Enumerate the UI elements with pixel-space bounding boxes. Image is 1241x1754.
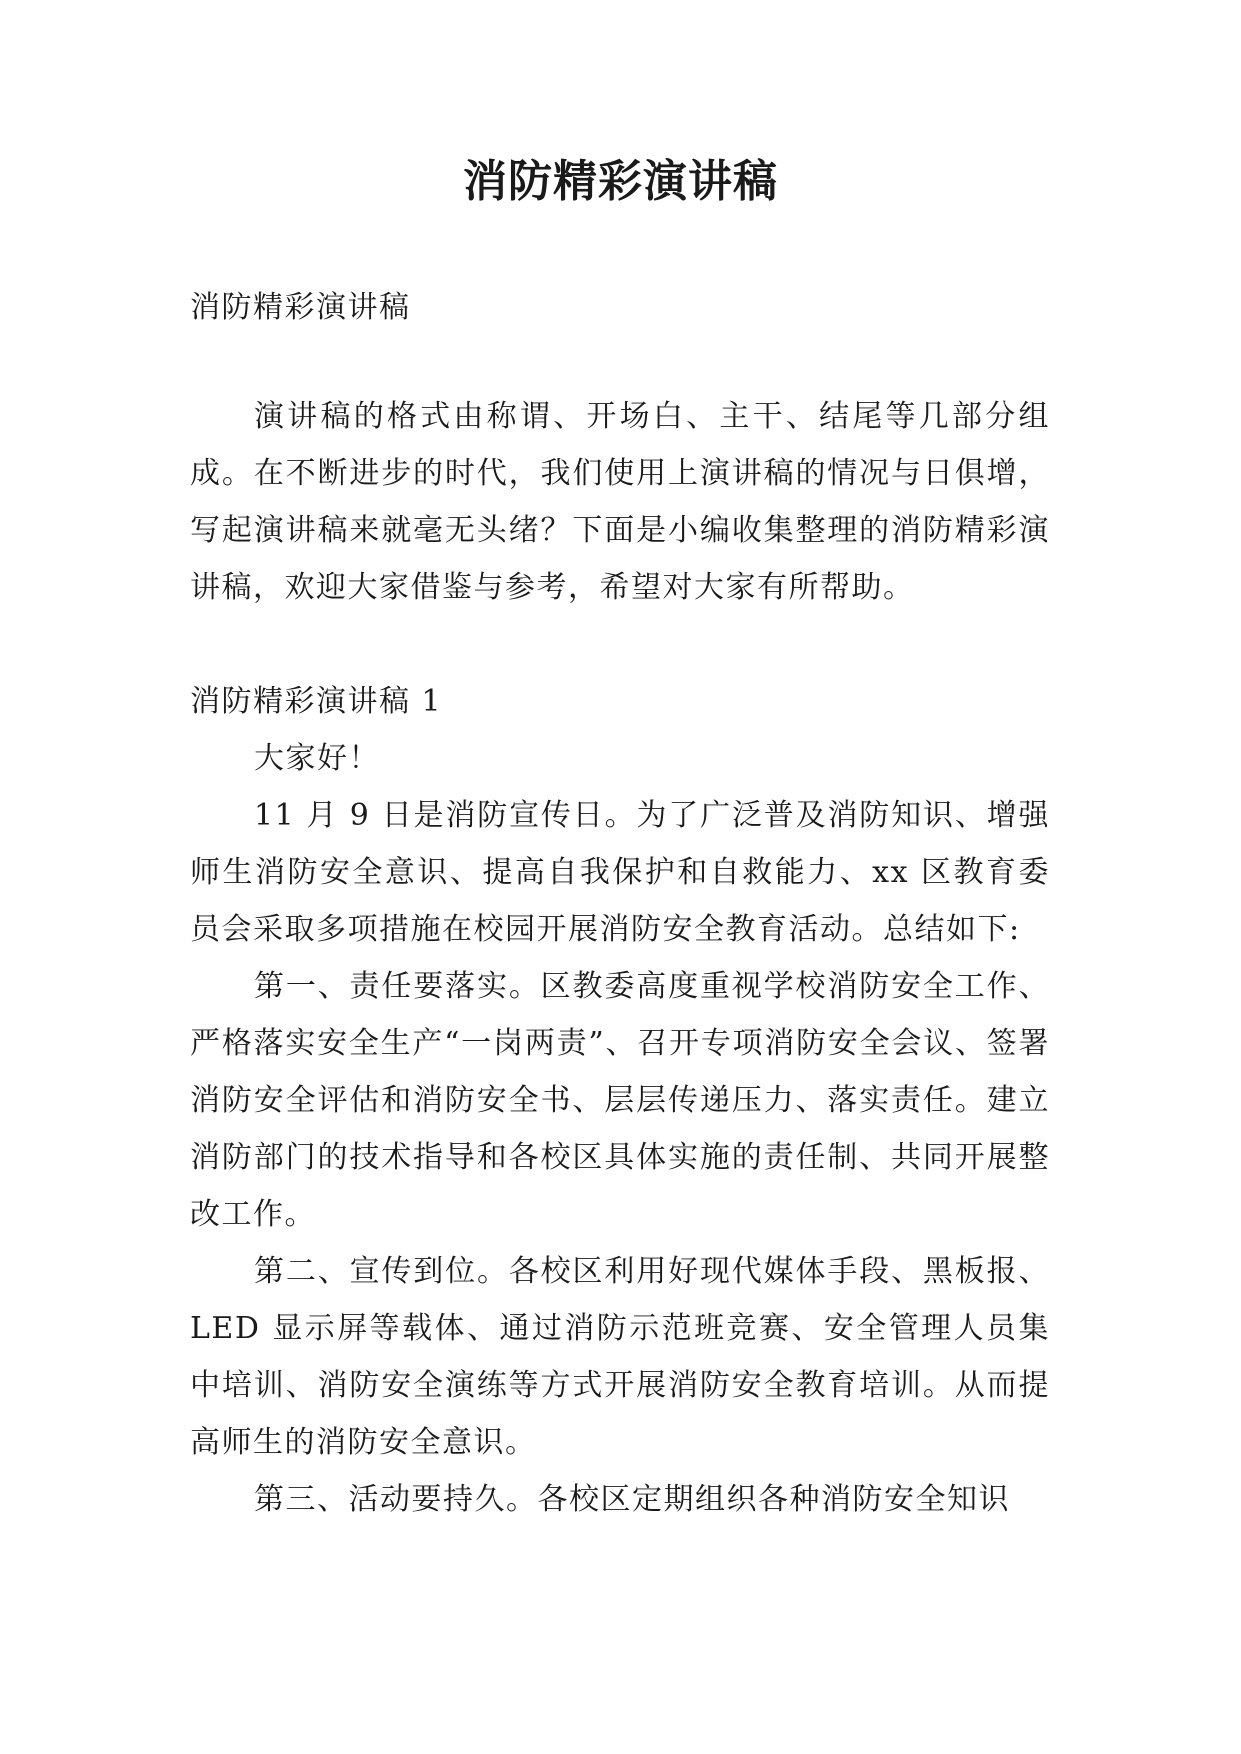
intro-paragraph: 演讲稿的格式由称谓、开场白、主干、结尾等几部分组成。在不断进步的时代，我们使用上演讲稿的情况与日俱增，写起演讲稿来就毫无头绪？下面是小编收集整理的消防精彩演讲稿，欢迎大家借鉴与参考，希望对大家有所帮助。 [190, 399, 1050, 605]
body-paragraph: 第二、宣传到位。各校区利用好现代媒体手段、黑板报、LED 显示屏等载体、通过消防示范班竞赛、安全管理人员集中培训、消防安全演练等方式开展消防安全教育培训。从而提高师生的消防安全意识。 [190, 1254, 1050, 1460]
body-paragraph: 第一、责任要落实。区教委高度重视学校消防安全工作、严格落实安全生产“一岗两责”、召开专项消防安全会议、签署消防安全评估和消防安全书、层层传递压力、落实责任。建立消防部门的技术指导和各校区具体实施的责任制、共同开展整改工作。 [190, 969, 1050, 1232]
section-heading: 消防精彩演讲稿 1 [190, 684, 443, 719]
document-subtitle: 消防精彩演讲稿 [190, 290, 411, 325]
spacer [190, 330, 1050, 388]
document-body [190, 286, 1050, 1528]
document-title: 消防精彩演讲稿 [463, 156, 778, 207]
spacer [190, 616, 1050, 673]
body-paragraph: 11 月 9 日是消防宣传日。为了广泛普及消防知识、增强师生消防安全意识、提高自我保护和自救能力、xx 区教育委员会采取多项措施在校园开展消防安全教育活动。总结如下: [190, 798, 1050, 947]
body-paragraph: 第三、活动要持久。各校区定期组织各种消防安全知识 [254, 1482, 1010, 1517]
greeting: 大家好！ [254, 741, 380, 776]
